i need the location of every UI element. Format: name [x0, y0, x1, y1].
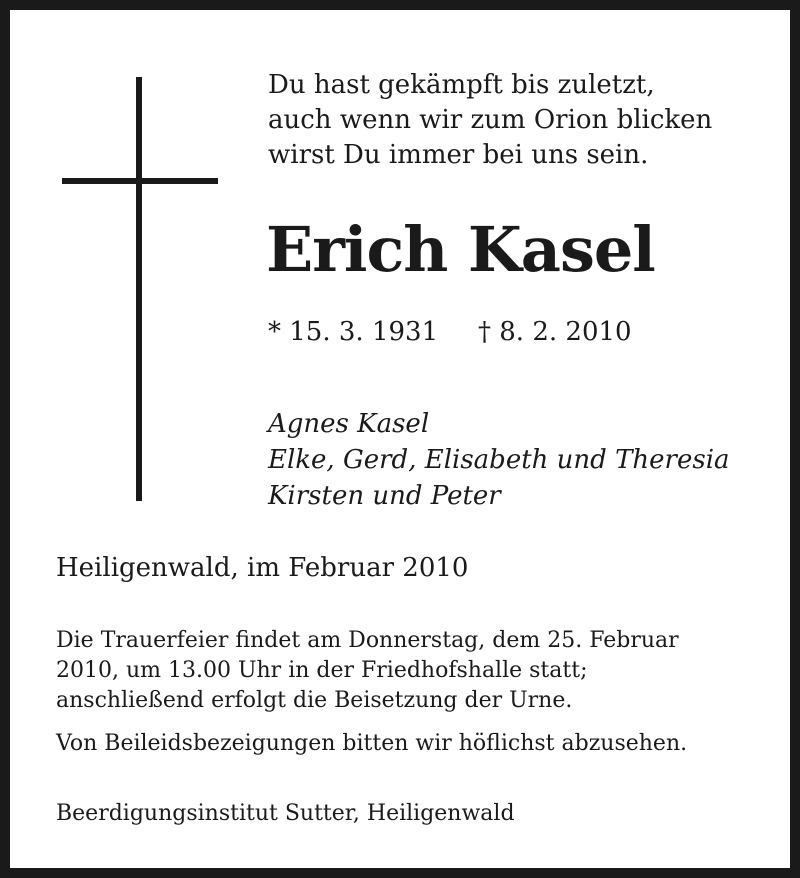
life-dates: [268, 314, 632, 350]
death-date: † 8. 2. 2010: [478, 317, 632, 347]
cross-icon: [136, 77, 142, 501]
poem-line: wirst Du immer bei uns sein.: [268, 140, 649, 170]
poem-line: auch wenn wir zum Orion blicken: [268, 105, 713, 135]
ceremony-line: anschließend erfolgt die Beisetzung der Urne.: [56, 688, 573, 713]
survivor-line: Elke, Gerd, Elisabeth und Theresia: [268, 445, 730, 475]
birth-date: * 15. 3. 1931: [268, 317, 439, 347]
survivors-list: [268, 406, 730, 514]
cross-icon-bar: [62, 178, 218, 184]
ceremony-line: Die Trauerfeier findet am Donnerstag, dem 25. Februar: [56, 628, 679, 653]
memorial-poem: [268, 68, 712, 173]
deceased-name: Erich Kasel: [266, 213, 655, 286]
poem-line: Du hast gekämpft bis zuletzt,: [268, 70, 655, 100]
condolences-note: Von Beileidsbezeigungen bitten wir höflichst abzusehen.: [56, 731, 688, 756]
undertaker: Beerdigungsinstitut Sutter, Heiligenwald: [56, 801, 515, 826]
place-date: Heiligenwald, im Februar 2010: [56, 553, 469, 583]
survivor-line: Agnes Kasel: [268, 409, 430, 439]
ceremony-line: 2010, um 13.00 Uhr in der Friedhofshalle statt;: [56, 658, 588, 683]
ceremony-info: [56, 626, 679, 716]
survivor-line: Kirsten und Peter: [268, 481, 501, 511]
